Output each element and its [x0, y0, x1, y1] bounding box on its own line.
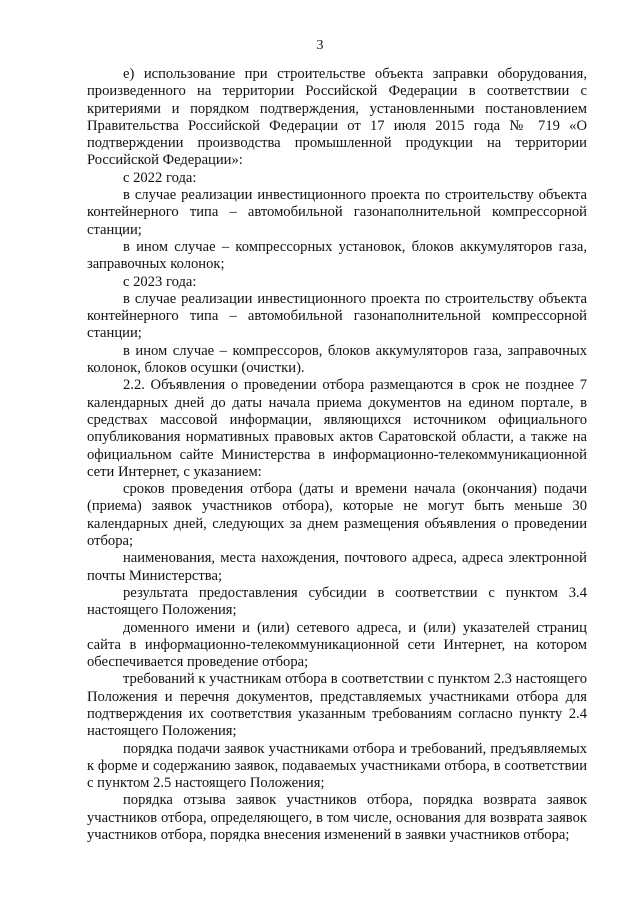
paragraph-2-2-announcements: 2.2. Объявления о проведении отбора размещаются в срок не позднее 7 календарных дней до даты начала приема документов на едином портале, в средствах массовой информации, являющихся источником официального опубликования нормативных правовых актов Саратовской области, а также на официальном сайте Министерства в информационно-телекоммуникационной сети Интернет, с указанием: [87, 377, 587, 480]
paragraph-domain-name: доменного имени и (или) сетевого адреса, и (или) указателей страниц сайта в информационно-телекоммуникационной сети Интернет, на котором обеспечивается проведение отбора; [87, 619, 587, 671]
paragraph-2023-container-station: в случае реализации инвестиционного проекта по строительству объекта контейнерного типа – автомобильной газонаполнительной компрессорной станции; [87, 290, 587, 342]
paragraph-selection-deadlines: сроков проведения отбора (даты и времени начала (окончания) подачи (приема) заявок участников отбора), которые не могут быть меньше 30 календарных дней, следующих за днем размещения объявления о проведении отбора; [87, 481, 587, 550]
paragraph-subsidy-result: результата предоставления субсидии в соответствии с пунктом 3.4 настоящего Положения; [87, 584, 587, 619]
paragraph-from-2022: с 2022 года: [123, 169, 197, 186]
document-body [87, 66, 587, 844]
paragraph-from-2023: с 2023 года: [123, 273, 197, 290]
page-number: 3 [316, 38, 324, 53]
paragraph-application-withdrawal: порядка отзыва заявок участников отбора, порядка возврата заявок участников отбора, определяющего, в том числе, основания для возврата заявок участников отбора, порядка внесения изменений в заявки участников отбора; [87, 792, 587, 844]
paragraph-ministry-contacts: наименования, места нахождения, почтового адреса, адреса электронной почты Министерства; [87, 550, 587, 584]
paragraph-2022-container-station: в случае реализации инвестиционного проекта по строительству объекта контейнерного типа – автомобильной газонаполнительной компрессорной станции; [87, 187, 587, 238]
paragraph-2022-other-case: в ином случае – компрессорных установок, блоков аккумуляторов газа, заправочных колонок; [87, 238, 587, 273]
paragraph-participant-requirements: требований к участникам отбора в соответствии с пунктом 2.3 настоящего Положения и перечня документов, представляемых участниками отбора для подтверждения их соответствия указанным требованиям согласно пункту 2.4 настоящего Положения; [87, 671, 587, 740]
paragraph-item-e: е) использование при строительстве объекта заправки оборудования, произведенного на территории Российской Федерации в соответствии с критериями и порядком подтверждения, установленными постановлением Правительства Российской Федерации от 17 июля 2015 года № 719 «О подтверждении производства промышленной продукции на территории Российской Федерации»: [87, 66, 587, 169]
paragraph-2023-other-case: в ином случае – компрессоров, блоков аккумуляторов газа, заправочных колонок, блоков осушки (очистки). [87, 342, 587, 377]
paragraph-application-procedure: порядка подачи заявок участниками отбора и требований, предъявляемых к форме и содержанию заявок, подаваемых участниками отбора, в соответствии с пунктом 2.5 настоящего Положения; [87, 740, 587, 792]
